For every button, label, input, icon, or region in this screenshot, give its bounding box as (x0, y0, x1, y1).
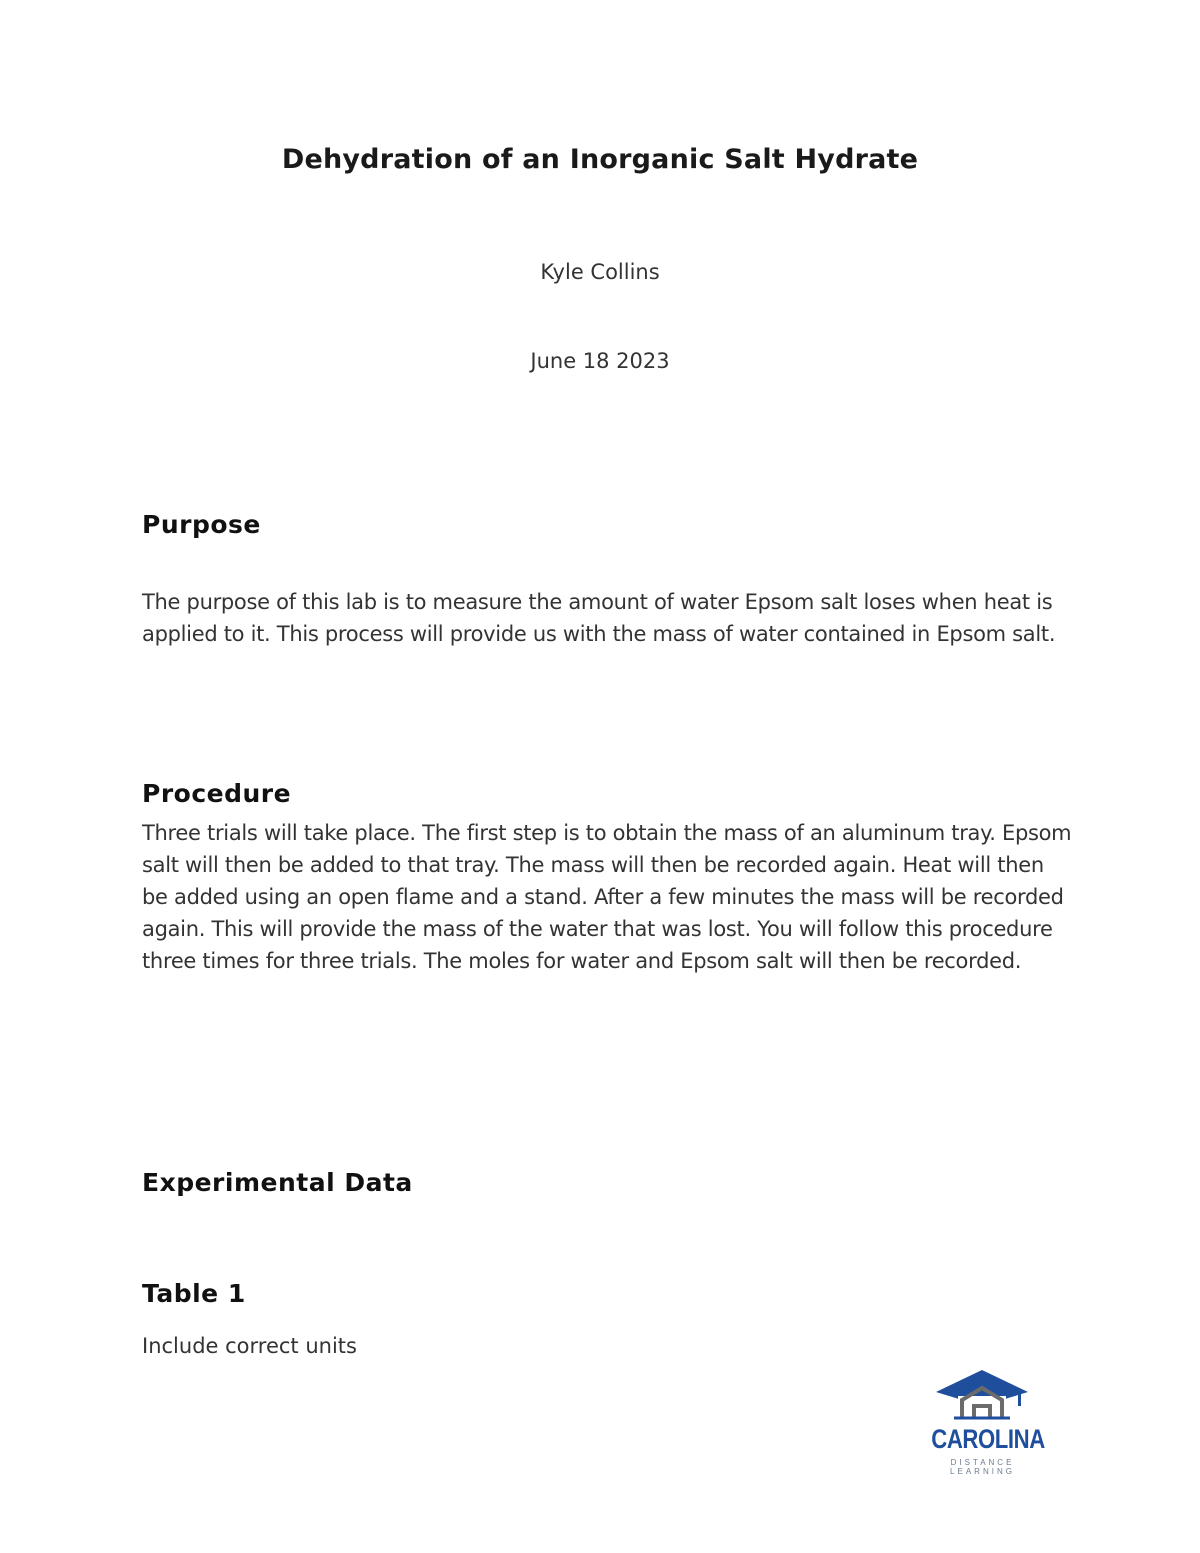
logo-subtitle: DISTANCE LEARNING (950, 1458, 1015, 1476)
document-date: June 18 2023 (530, 349, 670, 373)
purpose-paragraph: The purpose of this lab is to measure the amount of water Epsom salt loses when heat is applied to it. This process will provide us with the mass of water contained in Epsom salt. (142, 590, 1056, 646)
experimental-data-heading: Experimental Data (142, 1168, 413, 1197)
purpose-heading: Purpose (142, 510, 261, 539)
procedure-heading: Procedure (142, 779, 292, 808)
table1-heading: Table 1 (142, 1279, 246, 1308)
document-title: Dehydration of an Inorganic Salt Hydrate (281, 144, 919, 175)
logo-wordmark: CAROLINA (931, 1424, 1045, 1454)
graduation-cap-house-icon (920, 1366, 1045, 1426)
procedure-paragraph: Three trials will take place. The first step is to obtain the mass of an aluminum tray. Epsom salt will then be added to that tray. The mass will then be recorded again. Heat will then be added using an open flame and a stand. After a few minutes the mass will be recorded again. This will provide the mass of the water that was lost. You will follow this procedure three times for three trials. The moles for water and Epsom salt will then be recorded. (142, 821, 1072, 973)
units-note: Include correct units (142, 1334, 357, 1358)
carolina-logo (920, 1366, 1045, 1476)
author-name: Kyle Collins (540, 260, 660, 284)
